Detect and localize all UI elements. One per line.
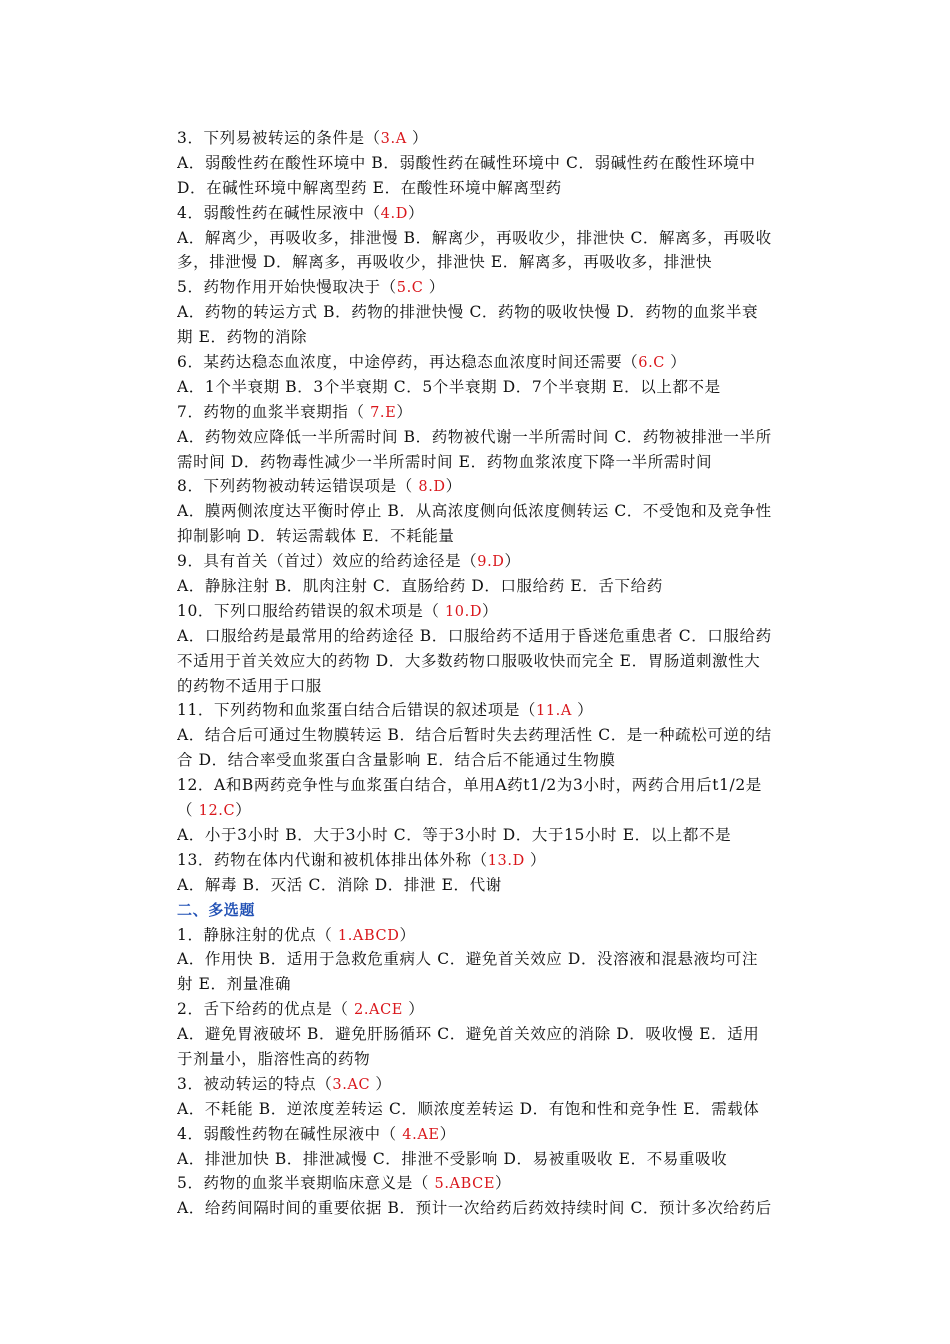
answer-key: 7.E	[370, 404, 397, 421]
line-text: 13．药物在体内代谢和被机体排出体外称（	[177, 850, 488, 869]
closing-paren: ）	[399, 925, 416, 944]
document-line	[177, 1022, 809, 1047]
line-text: 12．A和B两药竞争性与血浆蛋白结合，单用A药t1/2为3小时，两药合用后t1/2是	[177, 776, 762, 795]
document-line	[177, 450, 809, 475]
line-text: A．解毒 B．灭活 C．消除 D．排泄 E．代谢	[177, 875, 502, 894]
line-text: 于剂量小，脂溶性高的药物	[177, 1049, 371, 1068]
document-line	[177, 848, 809, 873]
document-line	[177, 126, 809, 151]
answer-key: 5.ABCE	[434, 1176, 496, 1193]
section-heading	[177, 898, 809, 923]
closing-paren: ）	[482, 601, 499, 620]
closing-paren: ）	[428, 278, 445, 297]
line-text: 2．舌下给药的优点是（	[177, 1000, 354, 1019]
answer-key: 10.D	[444, 603, 483, 620]
document-line	[177, 972, 809, 997]
document-line	[177, 1122, 809, 1147]
answer-key: 8.D	[418, 479, 446, 496]
document-line	[177, 723, 809, 748]
document-line	[177, 649, 809, 674]
line-text: 4．弱酸性药在碱性尿液中（	[177, 203, 381, 222]
answer-key: 3.AC	[332, 1076, 376, 1093]
document-line	[177, 524, 809, 549]
closing-paren: ）	[439, 1124, 456, 1143]
line-text: 不适用于首关效应大的药物 D．大多数药物口服吸收快而完全 E．胃肠道刺激性大	[177, 651, 761, 670]
closing-paren: ）	[670, 353, 687, 372]
document-line	[177, 624, 809, 649]
line-text: 10．下列口服给药错误的叙术项是（	[177, 601, 445, 620]
document-line	[177, 1147, 809, 1172]
answer-key: 4.D	[380, 205, 408, 222]
answer-key: 11.A	[536, 703, 578, 720]
line-text: A．结合后可通过生物膜转运 B．结合后暂时失去药理活性 C．是一种疏松可逆的结	[177, 726, 772, 745]
closing-paren: ）	[577, 701, 594, 720]
closing-paren: ）	[408, 1000, 425, 1019]
answer-key: 6.C	[638, 355, 671, 372]
document-line	[177, 375, 809, 400]
closing-paren: ）	[530, 850, 547, 869]
line-text: 多，排泄慢 D．解离多，再吸收少，排泄快 E．解离多，再吸收多，排泄快	[177, 253, 713, 272]
line-text: 二、多选题	[177, 900, 256, 919]
document-line	[177, 698, 809, 723]
document-line	[177, 873, 809, 898]
document-line	[177, 997, 809, 1022]
document-line	[177, 201, 809, 226]
line-text: 5．药物的血浆半衰期临床意义是（	[177, 1174, 435, 1193]
line-text: 1．静脉注射的优点（	[177, 925, 338, 944]
answer-key: 13.D	[487, 852, 531, 869]
line-text: A．解离少，再吸收多，排泄慢 B．解离少，再吸收少，排泄快 C．解离多，再吸收	[177, 228, 772, 247]
line-text: A．静脉注射 B．肌肉注射 C．直肠给药 D．口服给药 E．舌下给药	[177, 577, 663, 596]
document-line	[177, 151, 809, 176]
closing-paren: ）	[504, 552, 521, 571]
document-line	[177, 549, 809, 574]
line-text: A．弱酸性药在酸性环境中 B．弱酸性药在碱性环境中 C．弱碱性药在酸性环境中	[177, 153, 756, 172]
line-text: 射 E．剂量准确	[177, 975, 292, 994]
closing-paren: ）	[235, 801, 252, 820]
document-line	[177, 300, 809, 325]
line-text: （	[177, 801, 199, 820]
document-line	[177, 823, 809, 848]
document-line	[177, 798, 809, 823]
closing-paren: ）	[495, 1174, 512, 1193]
document-line	[177, 574, 809, 599]
document-line	[177, 350, 809, 375]
line-text: 期 E．药物的消除	[177, 328, 308, 347]
document-content	[177, 126, 809, 1221]
line-text: A．不耗能 B．逆浓度差转运 C．顺浓度差转运 D．有饱和性和竞争性 E．需载体	[177, 1099, 760, 1118]
line-text: A．1个半衰期 B．3个半衰期 C．5个半衰期 D．7个半衰期 E．以上都不是	[177, 377, 721, 396]
document-line	[177, 674, 809, 699]
document-line	[177, 1072, 809, 1097]
line-text: A．避免胃液破坏 B．避免肝肠循环 C．避免首关效应的消除 D．吸收慢 E．适用	[177, 1025, 760, 1044]
line-text: 抑制影响 D．转运需载体 E．不耗能量	[177, 527, 455, 546]
closing-paren: ）	[445, 477, 462, 496]
document-line	[177, 400, 809, 425]
document-line	[177, 1097, 809, 1122]
document-line	[177, 499, 809, 524]
document-line	[177, 1171, 809, 1196]
document-line	[177, 474, 809, 499]
line-text: 3．下列易被转运的条件是（	[177, 129, 381, 147]
line-text: A．作用快 B．适用于急救危重病人 C．避免首关效应 D．没溶液和混悬液均可注	[177, 950, 759, 969]
line-text: A．药物的转运方式 B．药物的排泄快慢 C．药物的吸收快慢 D．药物的血浆半衰	[177, 303, 759, 322]
document-line	[177, 425, 809, 450]
document-line	[177, 1047, 809, 1072]
line-text: A．小于3小时 B．大于3小时 C．等于3小时 D．大于15小时 E．以上都不是	[177, 825, 732, 844]
line-text: 需时间 D．药物毒性减少一半所需时间 E．药物血浆浓度下降一半所需时间	[177, 452, 713, 471]
line-text: A．药物效应降低一半所需时间 B．药物被代谢一半所需时间 C．药物被排泄一半所	[177, 427, 772, 446]
document-line	[177, 773, 809, 798]
document-line	[177, 947, 809, 972]
answer-key: 9.D	[477, 554, 505, 571]
line-text: A．排泄加快 B．排泄减慢 C．排泄不受影响 D．易被重吸收 E．不易重吸收	[177, 1149, 728, 1168]
line-text: 9．具有首关（首过）效应的给药途径是（	[177, 552, 478, 571]
document-line	[177, 226, 809, 251]
document-line	[177, 599, 809, 624]
line-text: 合 D．结合率受血浆蛋白含量影响 E．结合后不能通过生物膜	[177, 751, 616, 770]
line-text: 5．药物作用开始快慢取决于（	[177, 278, 397, 297]
line-text: 11．下列药物和血浆蛋白结合后错误的叙述项是（	[177, 701, 537, 720]
document-line	[177, 325, 809, 350]
closing-paren: ）	[375, 1074, 392, 1093]
line-text: A．给药间隔时间的重要依据 B．预计一次给药后药效持续时间 C．预计多次给药后	[177, 1199, 772, 1218]
document-line	[177, 250, 809, 275]
document-line	[177, 748, 809, 773]
answer-key: 4.AE	[402, 1126, 440, 1143]
closing-paren: ）	[407, 203, 425, 222]
line-text: 7．药物的血浆半衰期指（	[177, 402, 371, 421]
answer-key: 3.A	[380, 131, 412, 147]
line-text: 6．某药达稳态血浓度，中途停药，再达稳态血浓度时间还需要（	[177, 353, 639, 372]
line-text: D．在碱性环境中解离型药 E．在酸性环境中解离型药	[177, 178, 562, 197]
closing-paren: ）	[396, 402, 413, 421]
document-line	[177, 1196, 809, 1221]
line-text: 8．下列药物被动转运错误项是（	[177, 477, 419, 496]
document-line	[177, 176, 809, 201]
line-text: 3．被动转运的特点（	[177, 1074, 333, 1093]
answer-key: 12.C	[198, 803, 236, 820]
line-text: 4．弱酸性药物在碱性尿液中（	[177, 1124, 403, 1143]
line-text: 的药物不适用于口服	[177, 676, 322, 695]
answer-key: 2.ACE	[354, 1002, 409, 1019]
answer-key: 1.ABCD	[337, 927, 400, 944]
document-line	[177, 923, 809, 948]
line-text: A．口服给药是最常用的给药途径 B．口服给药不适用于昏迷危重患者 C．口服给药	[177, 626, 772, 645]
closing-paren: ）	[412, 129, 429, 147]
document-line	[177, 275, 809, 300]
line-text: A．膜两侧浓度达平衡时停止 B．从高浓度侧向低浓度侧转运 C．不受饱和及竞争性	[177, 502, 772, 521]
answer-key: 5.C	[396, 280, 429, 297]
